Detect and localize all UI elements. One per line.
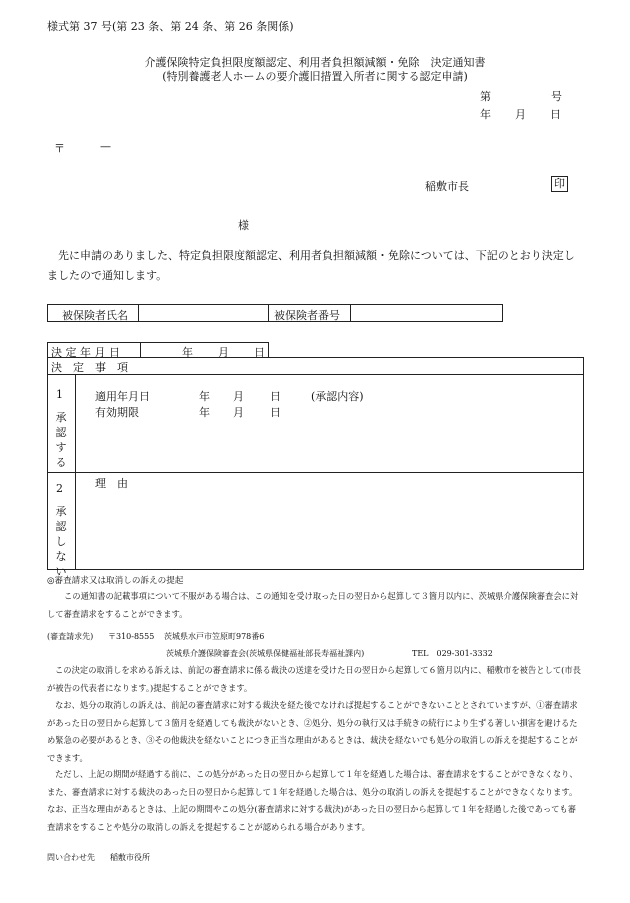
honorific: 様	[238, 219, 249, 232]
document-subtitle: (特別養護老人ホームの要介護旧措置入所者に関する認定申請)	[162, 70, 468, 83]
insured-info-row	[47, 304, 503, 322]
decision-date-row	[47, 342, 269, 358]
approval-contents-label: (承認内容)	[311, 390, 364, 403]
doc-number-suffix: 号	[551, 90, 562, 103]
appeal-destination-postal: 〒310-8555	[108, 632, 155, 641]
apply-month: 月	[233, 390, 244, 403]
insured-number-label: 被保険者番号	[274, 309, 340, 322]
issuer-name: 稲敷市長	[425, 180, 469, 193]
reason-label: 理 由	[95, 477, 128, 490]
apply-date-label: 適用年月日	[95, 390, 150, 403]
appeal-heading: ◎審査請求又は取消しの訴えの提起	[47, 576, 184, 586]
appeal-destination-label: (審査請求先)	[47, 632, 94, 641]
postal-mark: 〒	[54, 142, 65, 155]
doc-number-label: 第	[480, 90, 491, 103]
appeal-destination-address: 茨城県水戸市笠原町978番6	[164, 632, 265, 641]
valid-period-label: 有効期限	[95, 406, 139, 419]
date-day: 日	[550, 108, 561, 121]
decision-items-table	[47, 357, 584, 578]
decision-day: 日	[254, 346, 265, 359]
decision-year: 年	[182, 346, 193, 359]
valid-day: 日	[270, 406, 281, 419]
apply-day: 日	[270, 390, 281, 403]
appeal-paragraph-2: この決定の取消しを求める訴えは、前記の審査請求に係る裁決の送達を受けた日の翌日から起算して６箇月以内に、稲敷市を被告として(市長が被告の代表者になります。)提起することができます。	[47, 665, 581, 693]
decision-month: 月	[218, 346, 229, 359]
appeal-paragraph-3: なお、処分の取消しの訴えは、前記の審査請求に対する裁決を経た後でなければ提起することができないこととされていますが、①審査請求があった日の翌日から起算して３箇月を経過しても裁決がないとき、②処分、処分の執行又は手続きの続行により生ずる著しい損害を避けるため緊急の必要があるとき、③その他裁決を経ないことにつき正当な理由があるときは、裁決を経ないでも処分の取消しの訴えを提起することができます。	[47, 700, 578, 763]
decision-items-label: 決 定 事 項	[51, 361, 128, 374]
document-title: 介護保険特定負担限度額認定、利用者負担額減額・免除 決定通知書	[144, 56, 486, 69]
appeal-destination-tel: TEL 029-301-3332	[412, 649, 493, 658]
contact-label: 問い合わせ先	[47, 853, 95, 862]
postal-dash: —	[100, 140, 111, 153]
appeal-paragraph-1: この通知書の記載事項について不服がある場合は、この通知を受け取った日の翌日から起算して３箇月以内に、茨城県介護保険審査会に対して審査請求をすることができます。	[47, 591, 579, 619]
valid-year: 年	[199, 406, 210, 419]
date-year: 年	[480, 108, 491, 121]
valid-month: 月	[233, 406, 244, 419]
reject-number: 2	[56, 482, 63, 495]
intro-text: 先に申請のありました、特定負担限度額認定、利用者負担額減額・免除については、下記のとおり決定しましたので通知します。	[47, 249, 575, 282]
seal-stamp: 印	[551, 176, 568, 192]
appeal-destination-name: 茨城県介護保険審査会(茨城県保健福祉部長寿福祉課内)	[166, 649, 365, 658]
approve-label: 承認する	[55, 411, 67, 469]
contact-value: 稲敷市役所	[110, 853, 150, 862]
form-number: 様式第 37 号(第 23 条、第 24 条、第 26 条関係)	[47, 20, 294, 33]
insured-name-label: 被保険者氏名	[62, 309, 128, 322]
apply-year: 年	[199, 390, 210, 403]
appeal-paragraph-4: ただし、上記の期間が経過する前に、この処分があった日の翌日から起算して１年を経過した場合は、審査請求をすることができなくなり、また、審査請求に対する裁決のあった日の翌日から起算して１年を経過した場合は、処分の取消しの訴えを提起することができなくなります。なお、正当な理由があるときは、上記の期間やこの処分(審査請求に対する裁決)があった日の翌日から起算して１年を経過した後であっても審査請求をすることや処分の取消しの訴えを提起することが認められる場合があります。	[47, 769, 578, 832]
decision-date-label: 決 定 年 月 日	[51, 346, 120, 359]
reject-label: 承認しない	[55, 505, 67, 578]
approve-number: 1	[56, 388, 63, 401]
date-month: 月	[515, 108, 526, 121]
